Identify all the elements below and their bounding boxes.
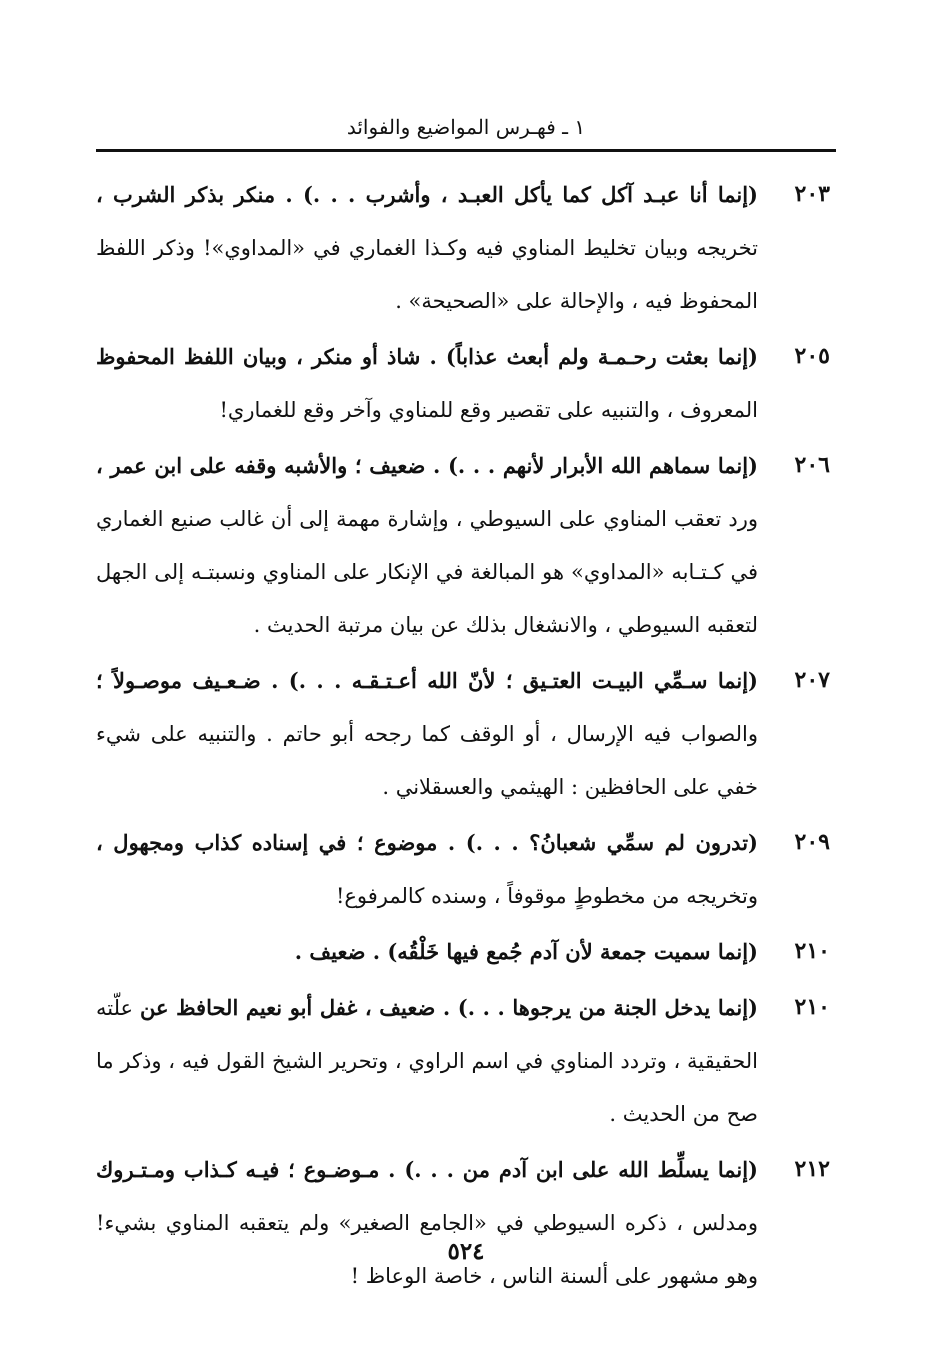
index-entry [96, 816, 836, 923]
entry-lead: (إنما سميت جمعة لأن آدم جُمع فيها خَلْقُه) . ضعيف . [294, 939, 758, 964]
entry-lead: (إنما بعثت رحـمـة ولم أبعث عذاباً) . شاذ أو منكر ، وبيان اللفظ المحفوظ [96, 344, 758, 369]
entry-number: ٢٠٧ [794, 667, 830, 693]
entry-body: ورد تعقب المناوي على السيوطي ، وإشارة مهمة إلى أن غالب صنيع الغماري في كـتـابه «المداوي» هو المبالغة في الإنكار على المناوي ونسبتـه إلى الجهل لتعقبه السيوطي ، والانشغال بذلك عن بيان مرتبة الحديث . [96, 507, 758, 637]
entry-number: ٢١٠ [794, 994, 830, 1020]
entry-number: ٢٠٩ [794, 829, 830, 855]
index-entry [96, 439, 836, 652]
entry-lead: (إنما يدخل الجنة من يرجوها . . .) . ضعيف ، غفل أبو نعيم الحافظ عن [140, 995, 758, 1020]
index-entries [96, 168, 836, 1305]
entry-text [96, 168, 758, 328]
index-entry [96, 330, 836, 437]
entry-text [96, 330, 758, 437]
entry-body: المعروف ، والتنبيه على تقصير وقع للمناوي وآخر وقع للغماري! [219, 398, 758, 422]
entry-text [96, 925, 758, 979]
entry-body: تخريجه وبيان تخليط المناوي فيه وكـذا الغماري في «المداوي»! وذكر اللفظ المحفوظ فيه ، والإحالة على «الصحيحة» . [96, 236, 758, 313]
entry-body: وتخريجه من مخطوطٍ موقوفاً ، وسنده كالمرفوع! [335, 884, 758, 908]
entry-body: والصواب فيه الإرسال ، أو الوقف كما رجحه أبو حاتم . والتنبيه على شيء خفي على الحافظين : الهيثمي والعسقلاني . [96, 722, 758, 799]
entry-lead: (تدرون لم سمِّي شعبانُ؟ . . .) . موضوع ؛ في إسناده كذاب ومجهول ، [96, 830, 758, 855]
entry-lead: (إنما سماهم الله الأبرار لأنهم . . .) . ضعيف ؛ والأشبه وقفه على ابن عمر ، [96, 453, 758, 478]
entry-text [96, 816, 758, 923]
entry-number: ٢٠٦ [794, 452, 830, 478]
entry-body: علّته الحقيقية ، وتردد المناوي في اسم الراوي ، وتحرير الشيخ القول فيه ، وذكر ما صح من الحديث . [96, 996, 758, 1126]
entry-text [96, 654, 758, 814]
entry-body: ومدلس ، ذكره السيوطي في «الجامع الصغير» ولم يتعقبه المناوي بشيء! وهو مشهور على ألسنة الناس ، خاصة الوعاظ ! [96, 1211, 758, 1288]
entry-text [96, 439, 758, 652]
entry-number: ٢١٠ [794, 938, 830, 964]
entry-text [96, 981, 758, 1141]
header-rule [96, 149, 836, 152]
index-entry [96, 168, 836, 328]
index-entry [96, 654, 836, 814]
index-entry [96, 925, 836, 979]
entry-lead: (إنما سـمِّي البيـت العتـيق ؛ لأنّ الله أعـتـقـه . . .) . ضـعـيف موصـولاً ؛ [96, 668, 758, 693]
entry-number: ٢١٢ [794, 1156, 830, 1182]
entry-lead: (إنما يسلِّط الله على ابن آدم من . . .) . مـوضـوع ؛ فيـه كـذاب ومـتـروك [96, 1157, 758, 1182]
entry-number: ٢٠٣ [794, 181, 830, 207]
running-header: ١ ـ فهـرس المواضيع والفوائد [346, 115, 586, 139]
entry-text [96, 1143, 758, 1303]
index-entry [96, 981, 836, 1141]
page-number: ٥٢٤ [447, 1238, 485, 1265]
index-entry [96, 1143, 836, 1303]
entry-number: ٢٠٥ [794, 343, 830, 369]
entry-lead: (إنما أنا عبـد آكل كما يأكل العبـد ، وأشرب . . .) . منكر بذكر الشرب ، [96, 182, 758, 207]
